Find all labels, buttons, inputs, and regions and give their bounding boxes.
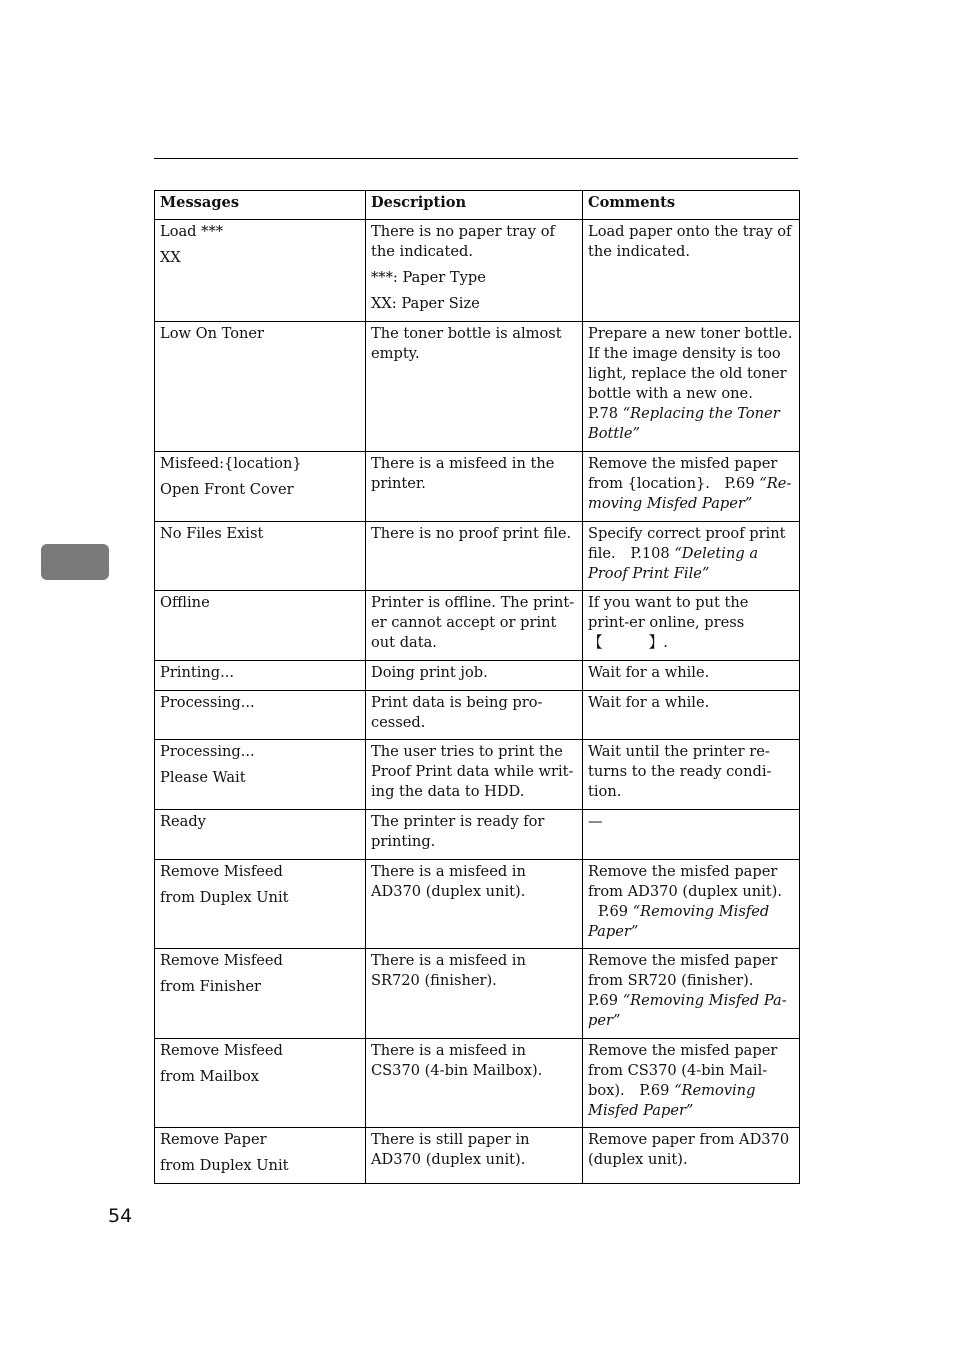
description-line: Doing print job. [371, 664, 488, 681]
message-line: Please Wait [160, 769, 246, 786]
reference-page: P.69 [724, 475, 755, 492]
comments-cell [583, 591, 800, 661]
reference-title: “Removing Misfed Paper” [588, 903, 770, 940]
comment-text: Remove the misfed paper from CS370 (4-bin Mail-box). [588, 1042, 778, 1099]
description-line: There is a misfeed in CS370 (4-bin Mailbox). [371, 1042, 543, 1079]
comment-paragraph [588, 1041, 794, 1121]
comment-text: Remove the misfed paper from AD370 (duplex unit). [588, 863, 782, 900]
comments-cell [583, 691, 800, 740]
comment-paragraph [588, 222, 794, 262]
reference-title: “Replacing the Toner Bottle” [588, 405, 780, 442]
comment-text: Remove the misfed paper from SR720 (finisher). [588, 952, 778, 989]
message-cell [155, 591, 366, 661]
comment-text: Wait for a while. [588, 694, 710, 711]
description-line: Printer is offline. The print-er cannot accept or print out data. [371, 594, 575, 651]
reference-title: “Removing Misfed Pa-per” [588, 992, 787, 1029]
comment-paragraph [588, 951, 794, 1031]
message-cell [155, 810, 366, 860]
column-header-messages: Messages [155, 191, 366, 220]
description-cell [366, 1039, 583, 1128]
comment-paragraph [588, 812, 794, 832]
message-line: Processing... [160, 694, 255, 711]
comment-paragraph [588, 524, 794, 584]
comments-cell [583, 810, 800, 860]
message-line: Processing... [160, 743, 255, 760]
message-cell [155, 740, 366, 810]
table-row [155, 452, 800, 522]
message-line: Offline [160, 594, 210, 611]
message-line: from Finisher [160, 978, 262, 995]
description-cell [366, 522, 583, 591]
message-line: Low On Toner [160, 325, 265, 342]
reference-page: P.108 [630, 545, 670, 562]
comments-cell [583, 661, 800, 691]
comment-text: Specify correct proof print file. [588, 525, 786, 562]
message-cell [155, 949, 366, 1039]
comments-cell [583, 860, 800, 949]
table-row [155, 949, 800, 1039]
header-rule [154, 158, 798, 159]
comment-paragraph [588, 593, 794, 653]
reference-title: “Deleting a Proof Print File” [588, 545, 759, 582]
reference-page: P.69 [598, 903, 629, 920]
column-header-comments: Comments [583, 191, 800, 220]
comment-paragraph [588, 693, 794, 713]
page-number: 54 [108, 1205, 133, 1227]
comment-text: Prepare a new toner bottle. If the image density is too light, replace the old toner bottle with a new one. [588, 325, 793, 402]
message-line: XX [160, 249, 181, 266]
message-line: No Files Exist [160, 525, 264, 542]
description-line: Print data is being pro-cessed. [371, 694, 543, 731]
comment-text: Wait for a while. [588, 664, 710, 681]
description-cell [366, 661, 583, 691]
comments-cell [583, 949, 800, 1039]
message-line: Load *** [160, 223, 224, 240]
description-line: XX: Paper Size [371, 295, 480, 312]
table-row [155, 691, 800, 740]
message-line: Misfeed:{location} [160, 455, 302, 472]
message-cell [155, 322, 366, 452]
comment-text: Remove paper from AD370 (duplex unit). [588, 1131, 790, 1168]
reference-page: P.69 [588, 992, 619, 1009]
table-row [155, 1128, 800, 1184]
description-line: The printer is ready for printing. [371, 813, 545, 850]
message-line: Printing... [160, 664, 235, 681]
comment-text: Wait until the printer re-turns to the ready condi-tion. [588, 743, 772, 800]
comments-cell [583, 522, 800, 591]
reference-page: P.78 [588, 405, 619, 422]
table-row [155, 522, 800, 591]
table-row [155, 661, 800, 691]
reference-title: “Removing Misfed Paper” [588, 1082, 756, 1119]
description-line: There is still paper in AD370 (duplex unit). [371, 1131, 530, 1168]
comment-text: Load paper onto the tray of the indicated. [588, 223, 792, 260]
table-row [155, 591, 800, 661]
message-line: Remove Misfeed [160, 1042, 283, 1059]
description-line: ***: Paper Type [371, 269, 486, 286]
reference-title: “Re-moving Misfed Paper” [588, 475, 792, 512]
description-line: The user tries to print the Proof Print data while writ-ing the data to HDD. [371, 743, 574, 800]
comments-cell [583, 322, 800, 452]
comments-cell [583, 452, 800, 522]
message-cell [155, 522, 366, 591]
description-cell [366, 1128, 583, 1184]
comment-text: — [588, 813, 603, 830]
chapter-tab-marker [41, 544, 109, 580]
comment-paragraph [588, 454, 794, 514]
description-cell [366, 322, 583, 452]
comments-cell [583, 220, 800, 322]
comment-paragraph [588, 324, 794, 444]
table-row [155, 810, 800, 860]
message-line: Open Front Cover [160, 481, 294, 498]
message-cell [155, 661, 366, 691]
comment-text: Remove the misfed paper from {location}. [588, 455, 778, 492]
description-line: There is no paper tray of the indicated. [371, 223, 555, 260]
description-line: There is no proof print file. [371, 525, 572, 542]
message-cell [155, 1128, 366, 1184]
message-cell [155, 691, 366, 740]
key-bracket-open: 【 [588, 634, 603, 651]
comment-text: If you want to put the print-er online, press [588, 594, 749, 631]
message-cell [155, 220, 366, 322]
table-row [155, 740, 800, 810]
table-row [155, 1039, 800, 1128]
description-line: The toner bottle is almost empty. [371, 325, 562, 362]
table-row [155, 860, 800, 949]
description-cell [366, 452, 583, 522]
message-line: Ready [160, 813, 206, 830]
message-line: Remove Misfeed [160, 952, 283, 969]
comments-cell [583, 1039, 800, 1128]
message-cell [155, 1039, 366, 1128]
description-cell [366, 220, 583, 322]
description-cell [366, 591, 583, 661]
description-cell [366, 740, 583, 810]
message-line: from Duplex Unit [160, 1157, 289, 1174]
comment-paragraph [588, 1130, 794, 1170]
comment-paragraph [588, 742, 794, 802]
message-line: from Duplex Unit [160, 889, 289, 906]
description-cell [366, 949, 583, 1039]
table-header-row [155, 191, 800, 220]
description-line: There is a misfeed in the printer. [371, 455, 555, 492]
description-line: There is a misfeed in AD370 (duplex unit). [371, 863, 526, 900]
comment-paragraph [588, 663, 794, 683]
comments-cell [583, 1128, 800, 1184]
table-row [155, 322, 800, 452]
comment-paragraph [588, 862, 794, 942]
message-line: from Mailbox [160, 1068, 259, 1085]
table-body [155, 220, 800, 1184]
description-cell [366, 860, 583, 949]
column-header-description: Description [366, 191, 583, 220]
reference-page: P.69 [639, 1082, 670, 1099]
message-cell [155, 860, 366, 949]
table-row [155, 220, 800, 322]
messages-table [154, 190, 800, 1184]
key-bracket-close: 】. [648, 634, 668, 651]
message-line: Remove Paper [160, 1131, 267, 1148]
message-line: Remove Misfeed [160, 863, 283, 880]
comments-cell [583, 740, 800, 810]
message-cell [155, 452, 366, 522]
description-line: There is a misfeed in SR720 (finisher). [371, 952, 526, 989]
description-cell [366, 691, 583, 740]
description-cell [366, 810, 583, 860]
